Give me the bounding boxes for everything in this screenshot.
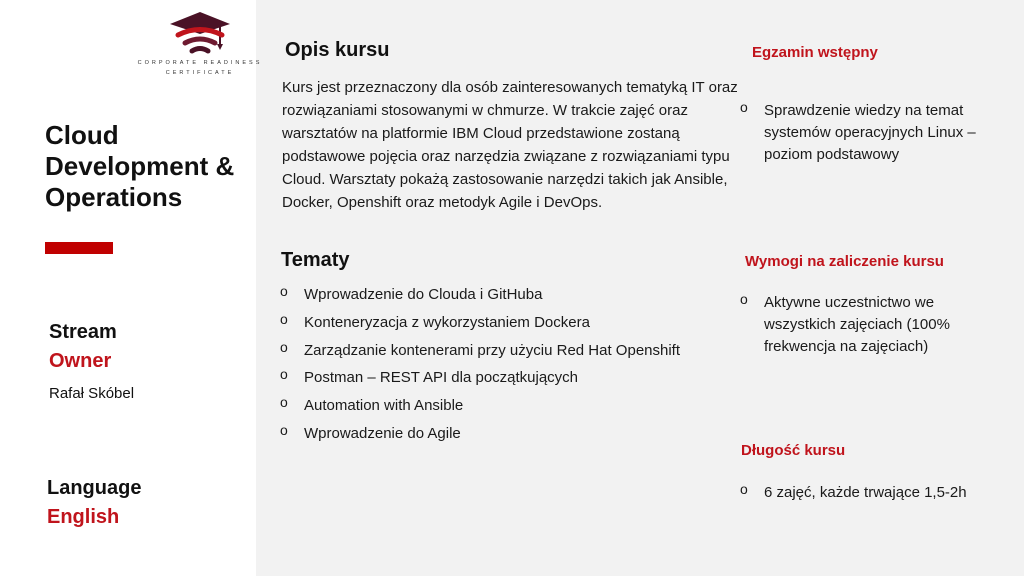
topics-heading: Tematy [281, 249, 350, 271]
requirements-heading: Wymogi na zaliczenie kursu [745, 253, 944, 270]
bullet-icon: o [740, 481, 748, 497]
title-accent-bar [45, 242, 113, 254]
list-item: o 6 zajęć, każde trwające 1,5-2h [740, 482, 1010, 504]
course-description-heading: Opis kursu [285, 39, 390, 61]
course-description-text: Kurs jest przeznaczony dla osób zainteresowanych tematyką IT oraz rozwiązaniami stosowanymi w chmurze. W trakcie zajęć oraz warsztatów na platformie IBM Cloud przedstawione zostaną podstawowe pojęcia oraz narzędzia związane z rozwiązaniami typu Cloud. Warsztaty pokażą zastosowanie narzędzi takich jak Ansible, Docker, Openshift oraz metodyk Agile i DevOps. [282, 79, 738, 211]
list-item: o Zarządzanie kontenerami przy użyciu Red Hat Openshift [280, 340, 740, 362]
graduation-cap-wifi-icon [168, 8, 232, 56]
owner-label: Owner [49, 350, 112, 372]
list-item: o Aktywne uczestnictwo we wszystkich zajęciach (100% frekwencja na zajęciach) [740, 292, 990, 358]
list-item: o Automation with Ansible [280, 395, 740, 417]
logo-text-line1: CORPORATE READINESS [137, 60, 263, 66]
list-item: o Konteneryzacja z wykorzystaniem Dockera [280, 312, 740, 334]
logo-text-line2: CERTIFICATE [165, 70, 235, 76]
bullet-icon: o [740, 291, 748, 307]
bullet-icon: o [280, 283, 288, 299]
list-item: o Wprowadzenie do Agile [280, 423, 740, 445]
language-label: Language [47, 477, 142, 499]
sidebar-panel [0, 0, 263, 576]
list-item: o Wprowadzenie do Clouda i GitHuba [280, 284, 740, 306]
owner-name: Rafał Skóbel [49, 385, 135, 402]
entry-exam-heading: Egzamin wstępny [752, 44, 878, 61]
course-title: Cloud Development & Operations [45, 120, 235, 212]
bullet-icon: o [280, 366, 288, 383]
bullet-icon: o [280, 338, 288, 355]
language-value: English [47, 506, 120, 528]
requirements-list [740, 292, 990, 358]
course-length-list [740, 482, 1010, 504]
stream-label: Stream [49, 321, 117, 343]
bullet-icon: o [280, 310, 288, 327]
bullet-icon: o [740, 99, 748, 115]
entry-exam-list [740, 100, 1000, 166]
corporate-readiness-logo [137, 8, 263, 82]
bullet-icon: o [280, 421, 288, 438]
list-item: o Sprawdzenie wiedzy na temat systemów operacyjnych Linux – poziom podstawowy [740, 100, 1000, 166]
topics-list [280, 284, 740, 451]
list-item: o Postman – REST API dla początkujących [280, 367, 740, 389]
course-length-heading: Długość kursu [741, 442, 846, 459]
bullet-icon: o [280, 394, 288, 411]
